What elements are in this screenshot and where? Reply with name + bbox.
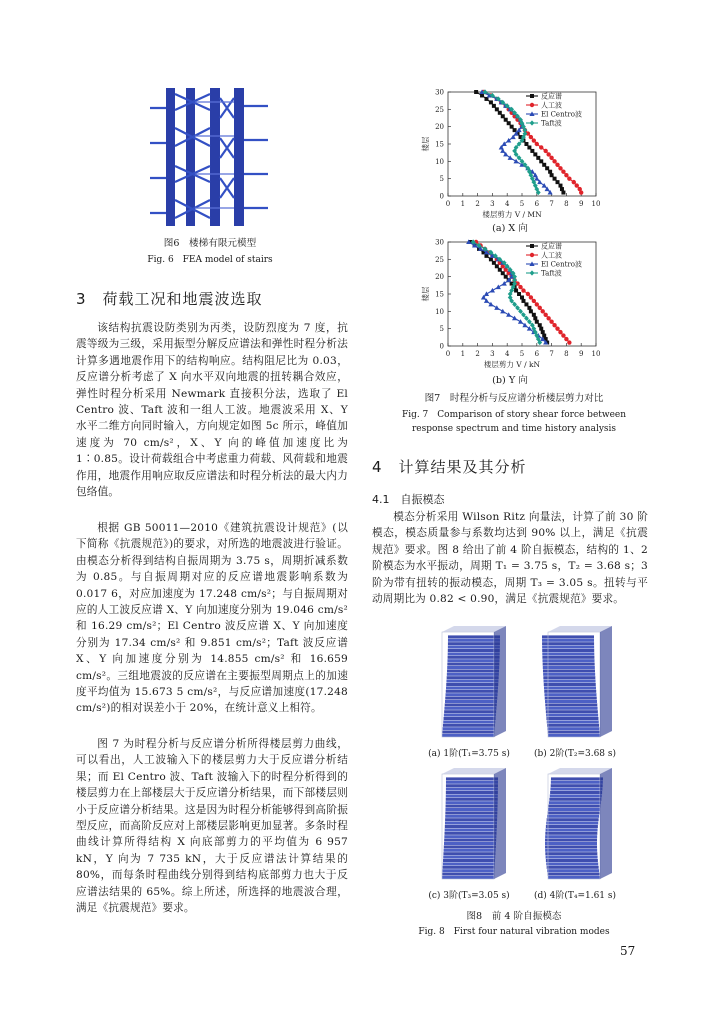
mode-floor [447,663,499,666]
data-point [532,299,536,303]
mode-floor [444,849,496,852]
data-point [561,170,565,174]
fig8-mode2-label: (b) 2阶(T₂=3.68 s) [533,749,617,759]
mode-floor [447,676,499,679]
mode-floor [547,815,599,818]
x-tick-label: 9 [578,350,584,358]
fig8-mode3-label: (c) 3阶(T₃=3.05 s) [428,891,510,901]
mode-floor [547,866,599,869]
mode-floor [445,700,497,703]
mode-floor [445,815,497,818]
mode-floor [446,686,498,689]
mode-floor [447,669,499,672]
fig7a-chart [372,84,622,230]
mode-floor [448,656,500,659]
mode-floor [445,818,497,821]
legend-marker [530,103,534,107]
mode-floor [547,818,599,821]
data-point [538,306,542,310]
mode-floor [543,659,595,662]
data-point [484,97,488,101]
mode-floor [444,845,496,848]
mode-floor [545,835,597,838]
data-point [501,271,505,275]
mode-floor [548,876,600,879]
data-point [498,111,502,115]
x-tick-label: 10 [591,200,601,208]
y-tick-label: 30 [435,88,444,97]
mode-floor [443,862,495,865]
x-tick-label: 1 [460,200,466,208]
mode-floor [446,791,498,794]
mode-floor [546,828,598,831]
mode-floor [446,680,498,683]
section3-paragraph-3: 图 7 为时程分析与反应谱分析所得楼层剪力曲线，可以看出，人工波输入下的楼层剪力大于反应谱分析结果；而 El Centro 波、Taft 波输入下的时程分析得到的楼层剪力在上部楼层大于反应谱分析结果，而下部楼层则小于反应谱分析结果。这是因为时程分析能够得到高阶振型反应，而高阶反应对上部楼层影响更加显著。多条时程曲线计算所得结构 X 向底部剪力的平均值为 6 957 kN，Y 向为 7 735 kN，大于反应谱法计算结果的 80%，而每条时程曲线分别得到结构底部剪力也大于反应谱法结果的 65%。综上所述，所选择的地震波合理，满足《抗震规范》要求。 [76,738,348,915]
mode-floor [442,876,494,879]
data-point [507,121,511,125]
x-axis-label: 楼层剪力 V / MN [482,210,542,219]
fig8-mode1-image [424,626,514,742]
mode-floor [448,635,500,638]
mode-floor [546,717,598,720]
data-point [496,284,501,289]
mode-floor [551,777,603,780]
data-point [500,309,505,314]
y-tick-label: 25 [435,255,444,264]
x-tick-label: 6 [534,350,540,358]
data-point [549,156,553,160]
data-point [498,268,502,272]
fig6-caption-en: Fig. 6 FEA model of stairs [147,255,273,265]
data-point [489,100,493,104]
data-point [535,320,539,324]
data-point [548,170,552,174]
fig8-mode3-image [424,768,514,884]
data-point [495,107,499,111]
mode-floor [445,828,497,831]
mode-floor [545,839,597,842]
mode-floor [444,835,496,838]
mode-floor [542,656,594,659]
data-point [561,191,565,195]
mode-floor [444,707,496,710]
page-number: 57 [620,944,636,958]
mode-floor [442,731,494,734]
x-tick-label: 0 [445,350,451,358]
mode-floor [543,669,595,672]
legend-marker [530,120,535,125]
mode-floor [448,652,500,655]
data-point [560,187,564,191]
y-tick-label: 5 [439,175,444,184]
data-point [538,323,542,327]
mode-floor [548,805,600,808]
mode-floor [447,673,499,676]
fig7a-caption: (a) X 向 [492,223,528,234]
mode-floor [545,700,597,703]
x-tick-label: 6 [534,200,540,208]
data-point [490,288,495,293]
mode-floor [548,873,600,876]
mode-floor [551,781,603,784]
legend-entry: 人工波 [541,251,562,260]
data-point [484,291,489,296]
fig8-mode2-image [530,626,620,742]
data-point [543,149,547,153]
data-point [527,145,531,149]
fig7-caption-en-1: Fig. 7 Comparison of story shear force between [401,410,627,420]
mode-floor [445,825,497,828]
y-tick-label: 30 [435,238,444,247]
fig7-caption-zh: 图7 时程分析与反应谱分析楼层剪力对比 [424,393,604,404]
mode-floor [446,794,498,797]
data-point [552,323,556,327]
x-tick-label: 4 [504,350,510,358]
data-point [529,309,533,313]
data-point [513,159,518,164]
mode-floor [542,635,594,638]
data-point [484,254,488,258]
mode-floor [446,784,498,787]
mode-floor [446,801,498,804]
mode-floor [546,707,598,710]
mode-floor [542,642,594,645]
mode-floor [549,798,601,801]
mode-floor [446,693,498,696]
x-tick-label: 5 [519,350,525,358]
data-point [512,316,517,321]
mode-floor [542,652,594,655]
mode-floor [443,727,495,730]
legend-marker [530,270,535,275]
data-point [517,292,521,296]
mode-floor [542,649,594,652]
series-0 [468,240,549,345]
x-tick-label: 10 [591,350,601,358]
mode-floor [543,676,595,679]
data-point [504,275,508,279]
mode-floor [442,734,494,737]
section41-heading: 4.1 自振模态 [372,493,445,506]
mode-floor [448,646,500,649]
data-point [556,180,560,184]
data-point [558,184,562,188]
y-axis-label: 楼层 [421,286,430,302]
mode-floor [544,680,596,683]
data-point [575,183,579,187]
legend-entry: El Centro波 [541,260,582,269]
mode-floor [543,663,595,666]
mode-floor [545,852,597,855]
data-point [543,313,547,317]
y-tick-label: 0 [439,342,444,351]
mode-floor [544,683,596,686]
fig6-image [150,88,268,226]
data-point [501,114,505,118]
mode-floor [446,781,498,784]
mode-floor [546,825,598,828]
data-point [539,145,543,149]
mode-floor [550,788,602,791]
mode-floor [543,673,595,676]
mode-floor [547,724,599,727]
data-point [506,312,511,317]
mode-floor [446,798,498,801]
mode-floor [546,859,598,862]
data-point [535,302,539,306]
mode-floor [546,822,598,825]
mode-floor [447,666,499,669]
section3-paragraph-1: 该结构抗震设防类别为丙类，设防烈度为 7 度，抗震等级为三级，采用振型分解反应谱法和弹性时程分析法计算多遇地震作用下的结构响应。结构阻尼比为 0.03，反应谱分析考虑了 X 向水平双向地震的扭转耦合效应，弹性时程分析采用 Newmark 直接积分法，选取了 El Centro 波、Taft 波和一组人工波。地震波采用 X、Y 水平二维方向同时输入，方向规定如图 5c 所示，峰值加速度为 70 cm/s²，X、Y 向的峰值加速度比为 1∶0.85。设计荷载组合中考虑重力荷载、风荷载和地震作用，地震作用响应取反应谱法和时程分析法的最大内力包络值。 [76,322,348,499]
mode-floor [445,697,497,700]
data-point [561,333,565,337]
mode-floor [448,649,500,652]
stair-model-graphic [150,88,268,226]
data-point [518,319,523,324]
mode-floor [545,849,597,852]
fig8-mode4-label: (d) 4阶(T₄=1.61 s) [533,891,617,901]
data-point [539,327,543,331]
mode-floor [444,710,496,713]
data-point [492,104,496,108]
mode-floor [544,690,596,693]
data-point [532,138,536,142]
data-point [545,166,549,170]
data-point [541,330,545,334]
data-point [541,309,545,313]
y-tick-label: 20 [435,123,444,132]
data-point [526,292,530,296]
mode-floor [549,801,601,804]
mode-floor [443,866,495,869]
mode-floor [544,686,596,689]
data-point [542,163,546,167]
data-point [558,330,562,334]
fig8-caption-zh: 图8 前 4 阶自振模态 [466,911,562,922]
x-tick-label: 9 [578,200,584,208]
mode-floor [545,832,597,835]
legend-marker [530,94,534,98]
mode-floor [548,811,600,814]
data-point [533,316,537,320]
fig7b-chart [372,234,622,380]
data-point [539,159,543,163]
data-point [552,159,556,163]
data-point [532,313,536,317]
mode-floor [445,832,497,835]
mode-floor [546,856,598,859]
data-point [492,261,496,265]
mode-floor [442,873,494,876]
mode-floor [548,731,600,734]
x-tick-label: 8 [564,200,569,208]
mode-floor [443,852,495,855]
mode-floor [545,703,597,706]
y-tick-label: 10 [435,307,444,316]
x-tick-label: 7 [549,350,554,358]
data-point [555,326,559,330]
data-point [527,306,531,310]
section3-heading: 3 荷载工况和地震波选取 [76,290,263,308]
section4-heading: 4 计算结果及其分析 [372,458,527,476]
mode-floor [448,642,500,645]
y-tick-label: 5 [439,325,444,334]
legend-entry: Taft波 [541,119,562,128]
mode-floor [444,839,496,842]
legend-entry: Taft波 [541,269,562,278]
y-tick-label: 10 [435,157,444,166]
mode-floor [444,842,496,845]
section41-paragraph: 模态分析采用 Wilson Ritz 向量法，计算了前 30 阶模态，模态质量参与系数均达到 90% 以上，满足《抗震规范》要求。图 8 给出了前 4 阶自振模态，结构的 1、2 阶模态为水平振动，周期 T₁ = 3.75 s，T₂ = 3.68 s；3 阶为带有扭转的振动模态，周期 T₃ = 3.05 s。扭转与平动周期比为 0.82 < 0.90，满足《抗震规范》要求。 [372,511,648,606]
data-point [521,299,525,303]
x-tick-label: 2 [475,350,480,358]
x-tick-label: 8 [564,350,569,358]
x-axis-label: 楼层剪力 V / kN [483,360,541,369]
mode-floor [443,724,495,727]
mode-floor [447,659,499,662]
data-point [521,288,525,292]
data-point [564,337,568,341]
data-point [529,135,533,139]
mode-floor [446,683,498,686]
series-line [470,242,547,343]
y-tick-label: 0 [439,192,444,201]
mode-floor [548,808,600,811]
data-point [536,156,540,160]
fig7b-caption: (b) Y 向 [492,375,528,386]
x-tick-label: 5 [519,200,525,208]
mode-floor [542,646,594,649]
mode-floor [442,869,494,872]
data-point [524,302,528,306]
data-point [494,305,499,310]
mode-floor [550,794,602,797]
data-point [550,173,554,177]
mode-floor [446,690,498,693]
data-point [504,118,508,122]
data-point [546,152,550,156]
mode-floor [445,808,497,811]
mode-floor [545,842,597,845]
legend-marker [530,253,534,257]
x-tick-label: 3 [490,350,495,358]
mode-floor [446,788,498,791]
y-axis-label: 楼层 [421,136,430,152]
data-point [533,152,537,156]
data-point [564,173,568,177]
mode-floor [542,639,594,642]
fig8-caption-en: Fig. 8 First four natural vibration modes [418,927,610,937]
x-tick-label: 7 [549,200,554,208]
mode-floor [445,811,497,814]
mode-floor [446,777,498,780]
mode-floor [543,666,595,669]
legend-entry: 反应谱 [541,92,562,101]
mode-floor [545,697,597,700]
plot-area [448,242,596,346]
data-point [518,285,522,289]
x-tick-label: 4 [504,200,510,208]
mode-floor [546,710,598,713]
data-point [474,90,478,94]
y-tick-label: 25 [435,105,444,114]
legend-entry: 人工波 [541,101,562,110]
data-point [567,340,571,344]
mode-floor [548,734,600,737]
y-tick-label: 20 [435,273,444,282]
mode-floor [551,784,603,787]
fig8-mode1-label: (a) 1阶(T₁=3.75 s) [428,749,510,759]
fig6-caption-zh: 图6 楼梯有限元模型 [163,238,257,249]
mode-floor [547,727,599,730]
mode-floor [550,791,602,794]
fig8-mode4-image [530,768,620,884]
y-tick-label: 15 [435,290,444,299]
mode-floor [443,856,495,859]
mode-floor [443,720,495,723]
data-point [558,166,562,170]
data-point [524,142,528,146]
mode-floor [547,720,599,723]
section3-paragraph-2: 根据 GB 50011—2010《建筑抗震设计规范》(以下简称《抗震规范》)的要求，对所选的地震波进行验证。由模态分析得到结构自振周期为 3.75 s，周期折减系数为 0.85。与自振周期对应的反应谱地震影响系数为 0.017 6，对应加速度为 17.248 cm/s²；与自振周期对应的人工波反应谱 X、Y 向加速度分别为 19.046 cm/s² 和 16.29 cm/s²；El Centro 波反应谱 X、Y 向加速度分别为 17.34 cm/s² 和 9.851 cm/s²；Taft 波反应谱 X、Y 向加速度分别为 14.855 cm/s² 和 16.659 cm/s²。三组地震波的反应谱在主要振型周期点上的加速度平均值为 15.673 5 cm/s²，与反应谱加速度(17.248 cm/s²)的相对误差小于 20%，在统计意义上相符。 [76,522,348,715]
mode-floor [546,862,598,865]
data-point [572,180,576,184]
mode-floor [446,805,498,808]
mode-floor [445,822,497,825]
data-point [535,142,539,146]
x-tick-label: 0 [445,200,451,208]
fig7-caption-en-2: response spectrum and time history analysis [411,424,617,434]
legend-marker [530,244,534,248]
data-point [510,125,514,129]
mode-floor [445,703,497,706]
x-tick-label: 1 [460,350,466,358]
mode-floor [448,639,500,642]
mode-floor [444,714,496,717]
data-point [530,149,534,153]
data-point [514,289,518,293]
data-point [553,177,557,181]
data-point [520,295,524,299]
data-point [495,264,499,268]
legend-entry: El Centro波 [541,110,582,119]
data-point [555,163,559,167]
y-tick-label: 15 [435,140,444,149]
mode-floor [544,693,596,696]
mode-floor [545,845,597,848]
data-point [578,187,582,191]
data-point [546,316,550,320]
mode-floor [547,869,599,872]
legend-entry: 反应谱 [541,242,562,251]
x-tick-label: 3 [490,200,495,208]
x-tick-label: 2 [475,200,480,208]
data-point [549,320,553,324]
data-point [567,176,571,180]
mode-floor [443,859,495,862]
data-point [529,295,533,299]
mode-floor [546,714,598,717]
mode-floor [444,717,496,720]
